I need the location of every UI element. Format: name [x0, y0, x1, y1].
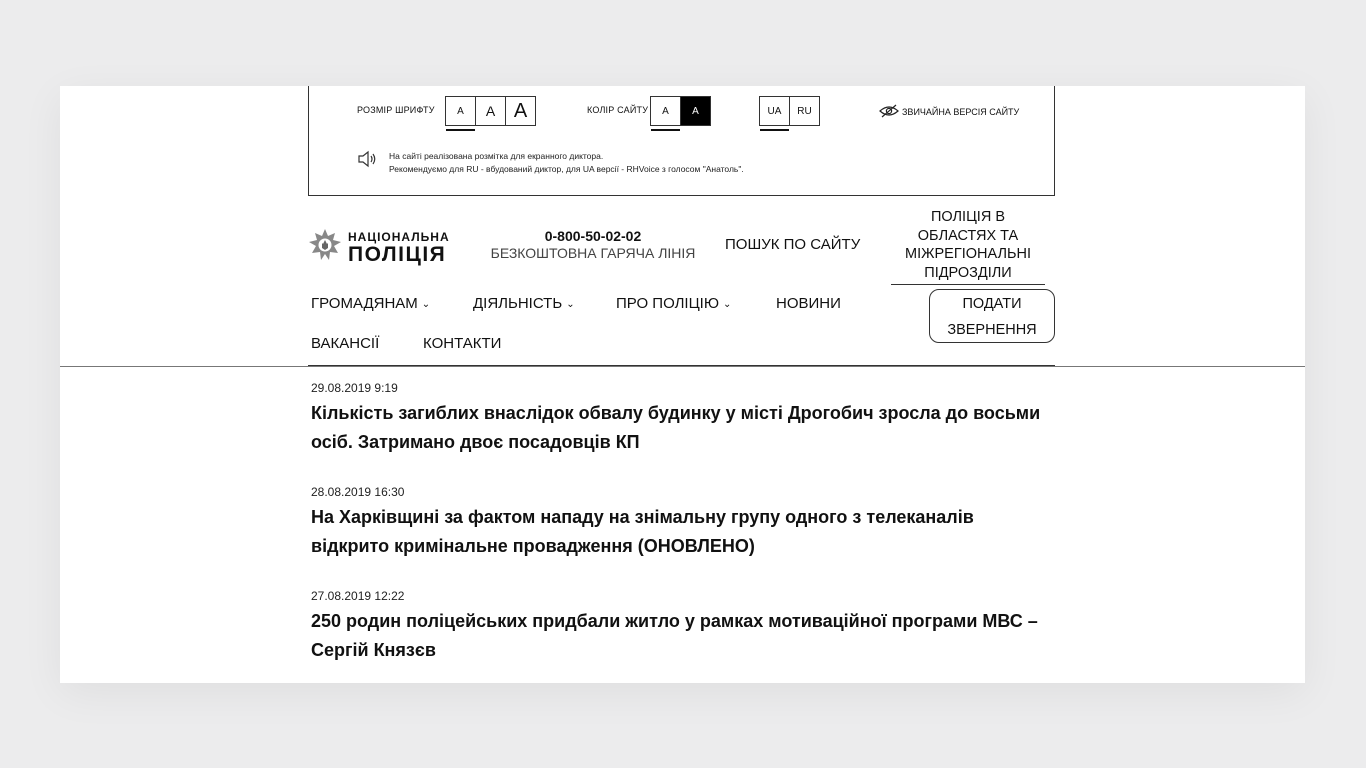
submit-appeal-line-1: ПОДАТИ: [962, 296, 1022, 312]
chevron-down-icon: ⌄: [421, 298, 431, 310]
chevron-down-icon: ⌄: [566, 298, 575, 310]
language-group: [759, 96, 820, 126]
screen-reader-note: [357, 150, 744, 176]
speaker-icon: [357, 150, 377, 173]
nav-item-citizens-label: ГРОМАДЯНАМ: [311, 295, 418, 312]
site-color-group: [650, 96, 711, 126]
site-search-link[interactable]: ПОШУК ПО САЙТУ: [725, 236, 861, 253]
nav-item-contacts[interactable]: КОНТАКТИ: [423, 335, 502, 352]
logo-line-2: ПОЛІЦІЯ: [348, 242, 447, 266]
note-line-2: Рекомендуємо для RU - вбудований диктор, для UA версії - RHVoice з голосом "Анатоль".: [389, 164, 744, 174]
nav-item-vacancies[interactable]: ВАКАНСІЇ: [311, 335, 380, 352]
news-item: [311, 381, 1051, 457]
news-date: 28.08.2019 16:30: [311, 485, 405, 499]
font-size-label: РОЗМІР ШРИФТУ: [357, 105, 435, 115]
note-line-1: На сайті реалізована розмітка для екранного диктора.: [389, 151, 604, 161]
police-star-icon: [308, 228, 342, 267]
news-title-link[interactable]: 250 родин поліцейських придбали житло у рамках мотиваційної програми МВС – Сергій Князєв: [311, 611, 1038, 660]
font-size-group: [445, 96, 536, 126]
news-date: 27.08.2019 12:22: [311, 589, 405, 603]
news-title-link[interactable]: Кількість загиблих внаслідок обвалу будинку у місті Дрогобич зросла до восьми осіб. Затримано двоє посадовців КП: [311, 403, 1041, 452]
submit-appeal-button[interactable]: [929, 289, 1055, 343]
font-size-medium-button[interactable]: A: [475, 96, 506, 126]
hotline: [484, 228, 702, 262]
page-frame: [60, 86, 1305, 683]
header-divider: [60, 366, 1305, 367]
news-list: [311, 381, 1051, 683]
submit-appeal-line-2: ЗВЕРНЕННЯ: [947, 322, 1037, 338]
nav-item-citizens[interactable]: [311, 295, 430, 312]
plain-version-link[interactable]: [879, 104, 1019, 120]
news-item: [311, 589, 1051, 665]
logo-line-1: НАЦІОНАЛЬНА: [348, 229, 450, 244]
lang-ua-button[interactable]: UA: [759, 96, 790, 126]
site-logo[interactable]: [308, 228, 450, 267]
nav-item-about[interactable]: [616, 295, 731, 312]
nav-item-activity[interactable]: [473, 295, 575, 312]
news-item: [311, 485, 1051, 561]
main-nav: [308, 286, 1055, 366]
nav-item-about-label: ПРО ПОЛІЦІЮ: [616, 295, 720, 312]
nav-item-activity-label: ДІЯЛЬНІСТЬ: [473, 295, 563, 312]
site-color-label: КОЛІР САЙТУ: [587, 105, 649, 115]
news-title-link[interactable]: На Харківщині за фактом нападу на знімальну групу одного з телеканалів відкрито кримінальне провадження (ОНОВЛЕНО): [311, 507, 974, 556]
plain-version-label: ЗВИЧАЙНА ВЕРСІЯ САЙТУ: [902, 107, 1020, 117]
eye-crossed-icon: [879, 104, 899, 120]
color-dark-button[interactable]: A: [680, 96, 711, 126]
nav-item-news[interactable]: НОВИНИ: [776, 295, 841, 312]
accessibility-panel: [308, 86, 1055, 196]
chevron-down-icon: ⌄: [723, 298, 732, 310]
font-size-large-button[interactable]: A: [505, 96, 536, 126]
font-size-small-button[interactable]: A: [445, 96, 476, 126]
hotline-label: БЕЗКОШТОВНА ГАРЯЧА ЛІНІЯ: [490, 245, 696, 261]
regional-police-link[interactable]: ПОЛІЦІЯ В ОБЛАСТЯХ ТА МІЖРЕГІОНАЛЬНІ ПІДРОЗДІЛИ: [891, 208, 1045, 285]
color-light-button[interactable]: A: [650, 96, 681, 126]
news-date: 29.08.2019 9:19: [311, 381, 398, 395]
hotline-number[interactable]: 0-800-50-02-02: [544, 228, 642, 244]
lang-ru-button[interactable]: RU: [789, 96, 820, 126]
site-header: [308, 202, 1055, 282]
